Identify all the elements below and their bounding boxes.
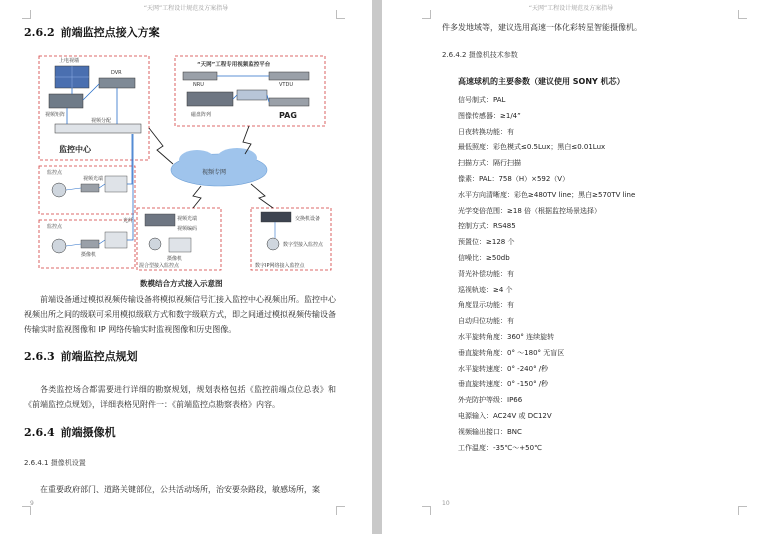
spec-item: 图像传感器：≥1/4” xyxy=(458,111,521,120)
spec-item: 垂直旋转速度：0° -150° /秒 xyxy=(458,380,549,389)
pag-device xyxy=(269,98,309,106)
spec-item: 背光补偿功能：有 xyxy=(458,269,514,278)
dome-camera-3 xyxy=(149,238,161,250)
label-video-split: 视频分配 xyxy=(91,118,112,124)
spec-title: 高速球机的主要参数（建议使用 SONY 机芯） xyxy=(458,77,625,86)
label-platform: “天网”工程专用视频监控平台 xyxy=(197,62,271,68)
page-gutter xyxy=(372,0,382,534)
spec-item: 水平方向清晰度：彩色≥480TV line；黑白≥570TV line xyxy=(458,190,636,199)
spec-item: 电源输入：AC24V 或 DC12V xyxy=(458,411,552,420)
crop-mark xyxy=(422,506,431,515)
label-mixed-point: 混合型接入监控点 xyxy=(139,263,180,269)
spec-item: 扫描方式：隔行扫描 xyxy=(458,159,521,168)
spec-item: 角度显示功能：有 xyxy=(458,301,514,310)
switch-device xyxy=(261,212,291,222)
label-analog-point: 数字型接入监控点 xyxy=(283,242,324,248)
paragraph-planning: 各类监控场合都需要进行详细的勘察规划，规划表格包括《监控前端点位总表》和《前端监控点规划》，详细表格见附件一：《前端监控点勘察表格》内容。 xyxy=(24,385,336,409)
link-cloud-digital xyxy=(251,184,273,208)
dvr-device xyxy=(99,78,135,88)
disk-array-device xyxy=(187,92,233,106)
vtdu-device xyxy=(269,72,309,80)
label-monitor-point-1: 监控点 xyxy=(47,170,63,176)
label-vtdu: VTDU xyxy=(279,82,293,88)
video-matrix-device xyxy=(49,94,83,108)
section-heading-2-6-3: 2.6.3 前端监控点规划 xyxy=(24,350,138,363)
encoder-device xyxy=(145,214,175,226)
video-split-device xyxy=(55,124,141,133)
label-cable-tv: 上电视墙 xyxy=(59,58,80,64)
label-digital-access: 数字IP网络接入监控点 xyxy=(255,263,305,269)
crop-mark xyxy=(336,506,345,515)
paragraph-continued: 件多发地域等，建议选用高速一体化彩转星智能摄像机。 xyxy=(442,23,642,32)
subsection-heading-2-6-4-2: 2.6.4.2 摄像机技术参数 xyxy=(442,51,518,59)
diagram-caption: 数模结合方式接入示意图 xyxy=(140,279,223,288)
crop-mark xyxy=(422,10,431,19)
label-monitor-point-2: 监控点 xyxy=(47,224,63,230)
left-page xyxy=(0,0,372,534)
nru-device xyxy=(183,72,217,80)
label-fiber: 光纤 xyxy=(123,218,134,224)
spec-item: 信噪比：≥50db xyxy=(458,253,510,262)
crop-mark xyxy=(336,10,345,19)
label-disk-array: 磁盘阵列 xyxy=(191,112,212,118)
label-camera-1: 摄像机 xyxy=(81,252,97,258)
spec-item: 光学变倍范围：≥18 倍（根据监控场景选择） xyxy=(458,206,601,215)
spec-item: 外壳防护等级：IP66 xyxy=(458,396,523,405)
dome-camera-1 xyxy=(52,183,66,197)
spec-item: 控制方式：RS485 xyxy=(458,222,516,231)
crop-mark xyxy=(738,506,747,515)
core-switch-device xyxy=(237,90,267,100)
label-nru: NRU xyxy=(193,82,204,88)
crop-mark xyxy=(22,10,31,19)
label-monitor-center: 监控中心 xyxy=(59,145,91,154)
label-switch-device: 交换机设备 xyxy=(295,216,321,222)
running-header: “天网”工程设计规范及方案指导 xyxy=(143,5,229,12)
page-number-right: 10 xyxy=(442,500,450,507)
spec-item: 水平旋转速度：0° -240° /秒 xyxy=(458,364,549,373)
right-page xyxy=(382,0,760,534)
spec-item: 像素：PAL：758（H）×592（V） xyxy=(458,174,570,183)
label-encoder-1: 视频光端 xyxy=(177,216,198,222)
link-center-cloud xyxy=(149,128,173,164)
spec-item: 巡视轨迹：≥4 个 xyxy=(458,285,513,294)
page-number-left: 9 xyxy=(30,500,34,507)
section-heading-2-6-2: 2.6.2 前端监控点接入方案 xyxy=(24,26,160,39)
label-encoder-2: 视频编码 xyxy=(177,226,198,232)
spec-item: 视频输出接口：BNC xyxy=(458,427,522,436)
crop-mark xyxy=(22,506,31,515)
label-video-network: 视频专网 xyxy=(202,169,227,176)
spec-item: 最低照度：彩色模式≤0.5Lux；黑白≤0.01Lux xyxy=(458,143,606,152)
spec-item: 信号制式：PAL xyxy=(458,96,506,104)
paragraph-camera-setting: 在重要政府部门、道路关键部位，公共活动场所，治安要杂路段，敏感场所，案 xyxy=(40,485,320,494)
access-scheme-diagram xyxy=(37,50,335,275)
spec-item: 垂直旋转角度：0° ～180° 无盲区 xyxy=(458,348,565,357)
paragraph-access-description: 前端设备通过模拟视频传输设备将模拟视频信号汇接入监控中心视频出所。监控中心视频出所之间的级联可采用模拟级联方式和数字级联方式，即之间通过模拟视频传输设备传输实时监视图像和 IP 网络传输实时监视图像和历史图像。 xyxy=(24,295,336,334)
label-video-optical-1: 视频光端 xyxy=(83,176,104,182)
dome-camera-4 xyxy=(267,238,279,250)
crop-mark xyxy=(738,10,747,19)
spec-item: 日夜转换功能：有 xyxy=(458,127,514,136)
label-dvr: DVR xyxy=(111,70,122,76)
spec-item: 预置位：≥128 个 xyxy=(458,238,515,247)
spec-item: 工作温度：-35℃～+50℃ xyxy=(458,443,542,452)
section-heading-2-6-4: 2.6.4 前端摄像机 xyxy=(24,426,116,439)
link-cloud-mixed xyxy=(193,186,201,208)
spec-item: 水平旋转角度：360° 连续旋转 xyxy=(458,332,555,341)
label-pag: PAG xyxy=(279,111,297,120)
running-header: “天网”工程设计规范及方案指导 xyxy=(528,5,614,12)
dome-camera-2 xyxy=(52,239,66,253)
label-camera-2: 摄像机 xyxy=(167,256,183,262)
spec-item: 自动归位功能：有 xyxy=(458,317,514,326)
label-video-matrix: 视频矩阵 xyxy=(45,112,66,118)
spec-list xyxy=(458,93,635,456)
subsection-heading-2-6-4-1: 2.6.4.1 摄像机设置 xyxy=(24,459,86,467)
